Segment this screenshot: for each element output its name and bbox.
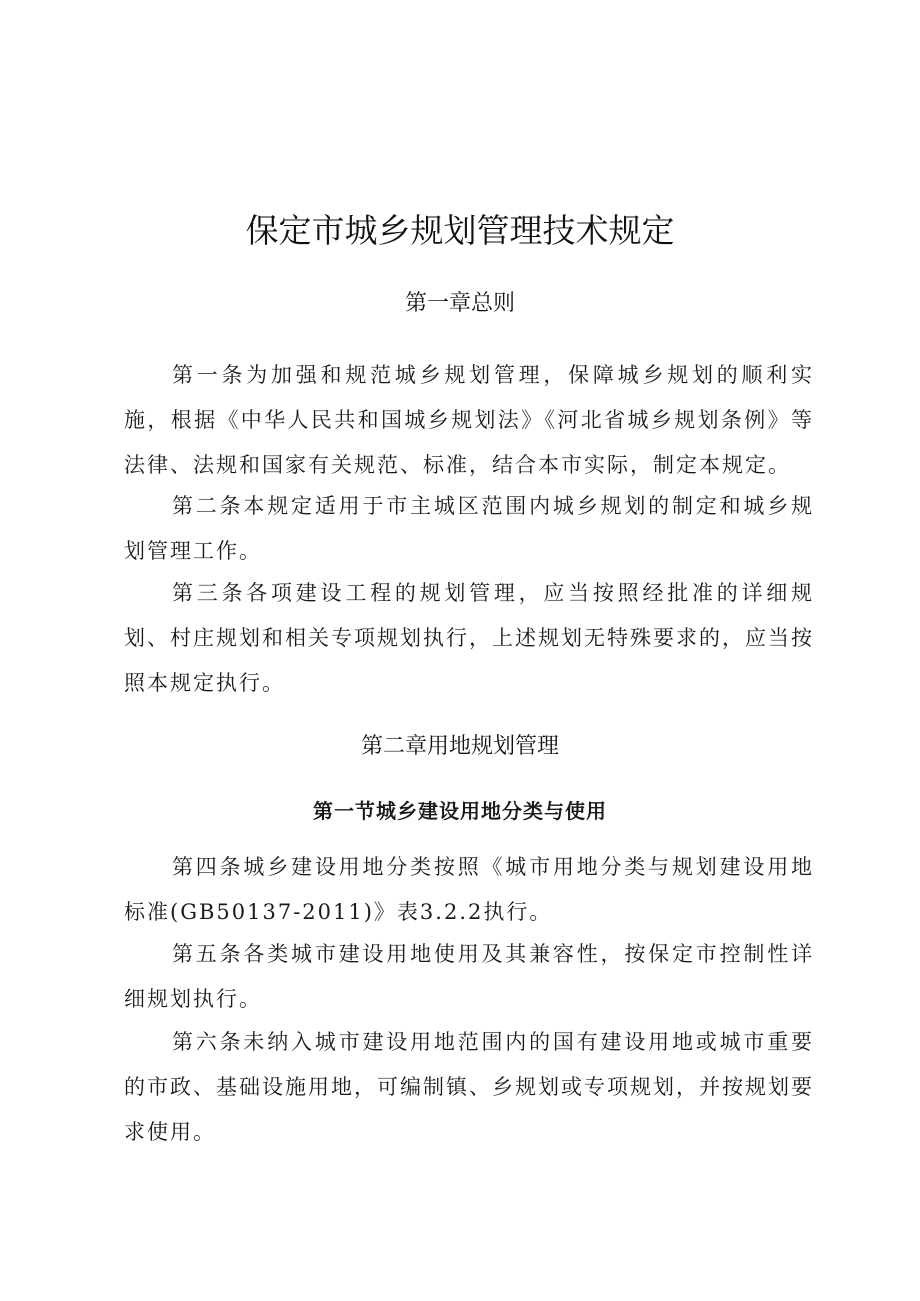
- article-3: 第三条各项建设工程的规划管理，应当按照经批准的详细规划、村庄规划和相关专项规划执行，上述规划无特殊要求的，应当按照本规定执行。: [124, 581, 814, 695]
- article-5: 第五条各类城市建设用地使用及其兼容性，按保定市控制性详细规划执行。: [124, 942, 814, 1011]
- article-4: 第四条城乡建设用地分类按照《城市用地分类与规划建设用地标准(GB50137-2011)》表3.2.2执行。: [124, 855, 814, 924]
- article-1: 第一条为加强和规范城乡规划管理，保障城乡规划的顺利实施，根据《中华人民共和国城乡规划法》《河北省城乡规划条例》等法律、法规和国家有关规范、标准，结合本市实际，制定本规定。: [124, 363, 814, 477]
- chapter-1-heading: 第一章总则: [404, 291, 515, 316]
- article-2: 第二条本规定适用于市主城区范围内城乡规划的制定和城乡规划管理工作。: [124, 494, 814, 563]
- chapter-2-heading: 第二章用地规划管理: [360, 734, 559, 759]
- article-6: 第六条未纳入城市建设用地范围内的国有建设用地或城市重要的市政、基础设施用地，可编制镇、乡规划或专项规划，并按规划要求使用。: [124, 1030, 814, 1144]
- document-title: 保定市城乡规划管理技术规定: [245, 211, 675, 250]
- section-1-heading: 第一节城乡建设用地分类与使用: [313, 799, 607, 823]
